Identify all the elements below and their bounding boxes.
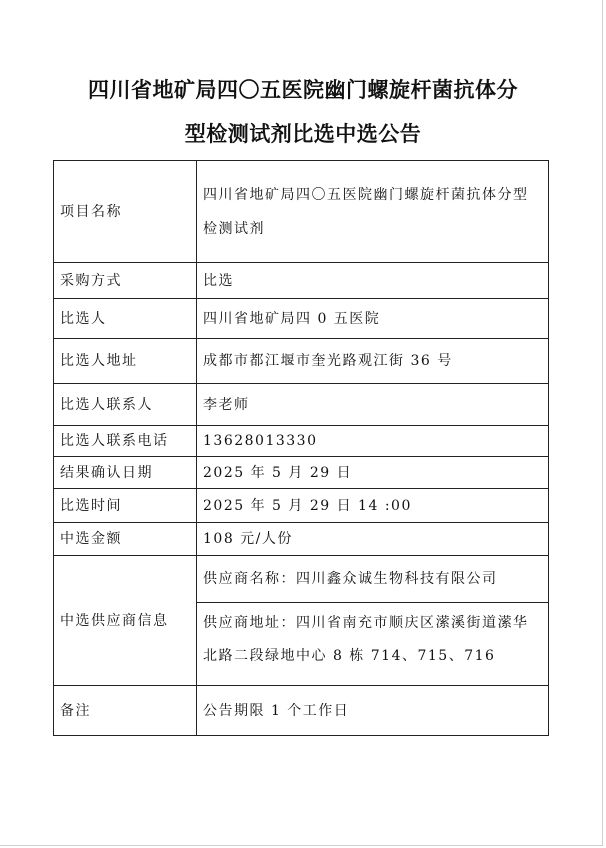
row-label-procurement-method: 采购方式 [54, 263, 197, 299]
announcement-table [53, 160, 549, 736]
table-row [54, 299, 549, 339]
document-title-line2: 型检测试剂比选中选公告 [184, 122, 422, 146]
table-row [54, 556, 549, 686]
row-value-amount: 108 元/人份 [197, 523, 549, 556]
row-label-amount: 中选金额 [54, 523, 197, 556]
row-value-procurement-method: 比选 [197, 263, 549, 299]
row-label-purchaser-address: 比选人地址 [54, 339, 197, 384]
table-row [54, 523, 549, 556]
table-row [54, 686, 549, 736]
row-value-remarks: 公告期限 1 个工作日 [197, 686, 549, 736]
row-value-selection-time: 2025 年 5 月 29 日 14 :00 [197, 489, 549, 523]
row-label-contact: 比选人联系人 [54, 384, 197, 426]
row-value-purchaser-address: 成都市都江堰市奎光路观江街 36 号 [197, 339, 549, 384]
row-label-supplier-info: 中选供应商信息 [54, 556, 197, 686]
table-row [54, 426, 549, 457]
row-value-contact: 李老师 [197, 384, 549, 426]
row-label-project-name: 项目名称 [54, 161, 197, 263]
row-label-confirm-date: 结果确认日期 [54, 457, 197, 489]
table-row [54, 457, 549, 489]
row-value-confirm-date: 2025 年 5 月 29 日 [197, 457, 549, 489]
row-label-remarks: 备注 [54, 686, 197, 736]
row-label-selection-time: 比选时间 [54, 489, 197, 523]
table-row [54, 489, 549, 523]
table-row [54, 339, 549, 384]
table-row [54, 161, 549, 263]
row-value-purchaser: 四川省地矿局四 0 五医院 [197, 299, 549, 339]
row-value-phone: 13628013330 [197, 426, 549, 457]
row-label-purchaser: 比选人 [54, 299, 197, 339]
table-row [54, 384, 549, 426]
supplier-address: 供应商地址：四川省南充市顺庆区潆溪街道潆华北路二段绿地中心 8 栋 714、715、716 [203, 615, 529, 664]
document-title-line1: 四川省地矿局四〇五医院幽门螺旋杆菌抗体分 [88, 78, 518, 102]
table-row [54, 263, 549, 299]
supplier-name: 供应商名称：四川鑫众诚生物科技有限公司 [197, 556, 548, 603]
row-label-phone: 比选人联系电话 [54, 426, 197, 457]
row-value-project-name: 四川省地矿局四〇五医院幽门螺旋杆菌抗体分型检测试剂 [197, 161, 549, 263]
